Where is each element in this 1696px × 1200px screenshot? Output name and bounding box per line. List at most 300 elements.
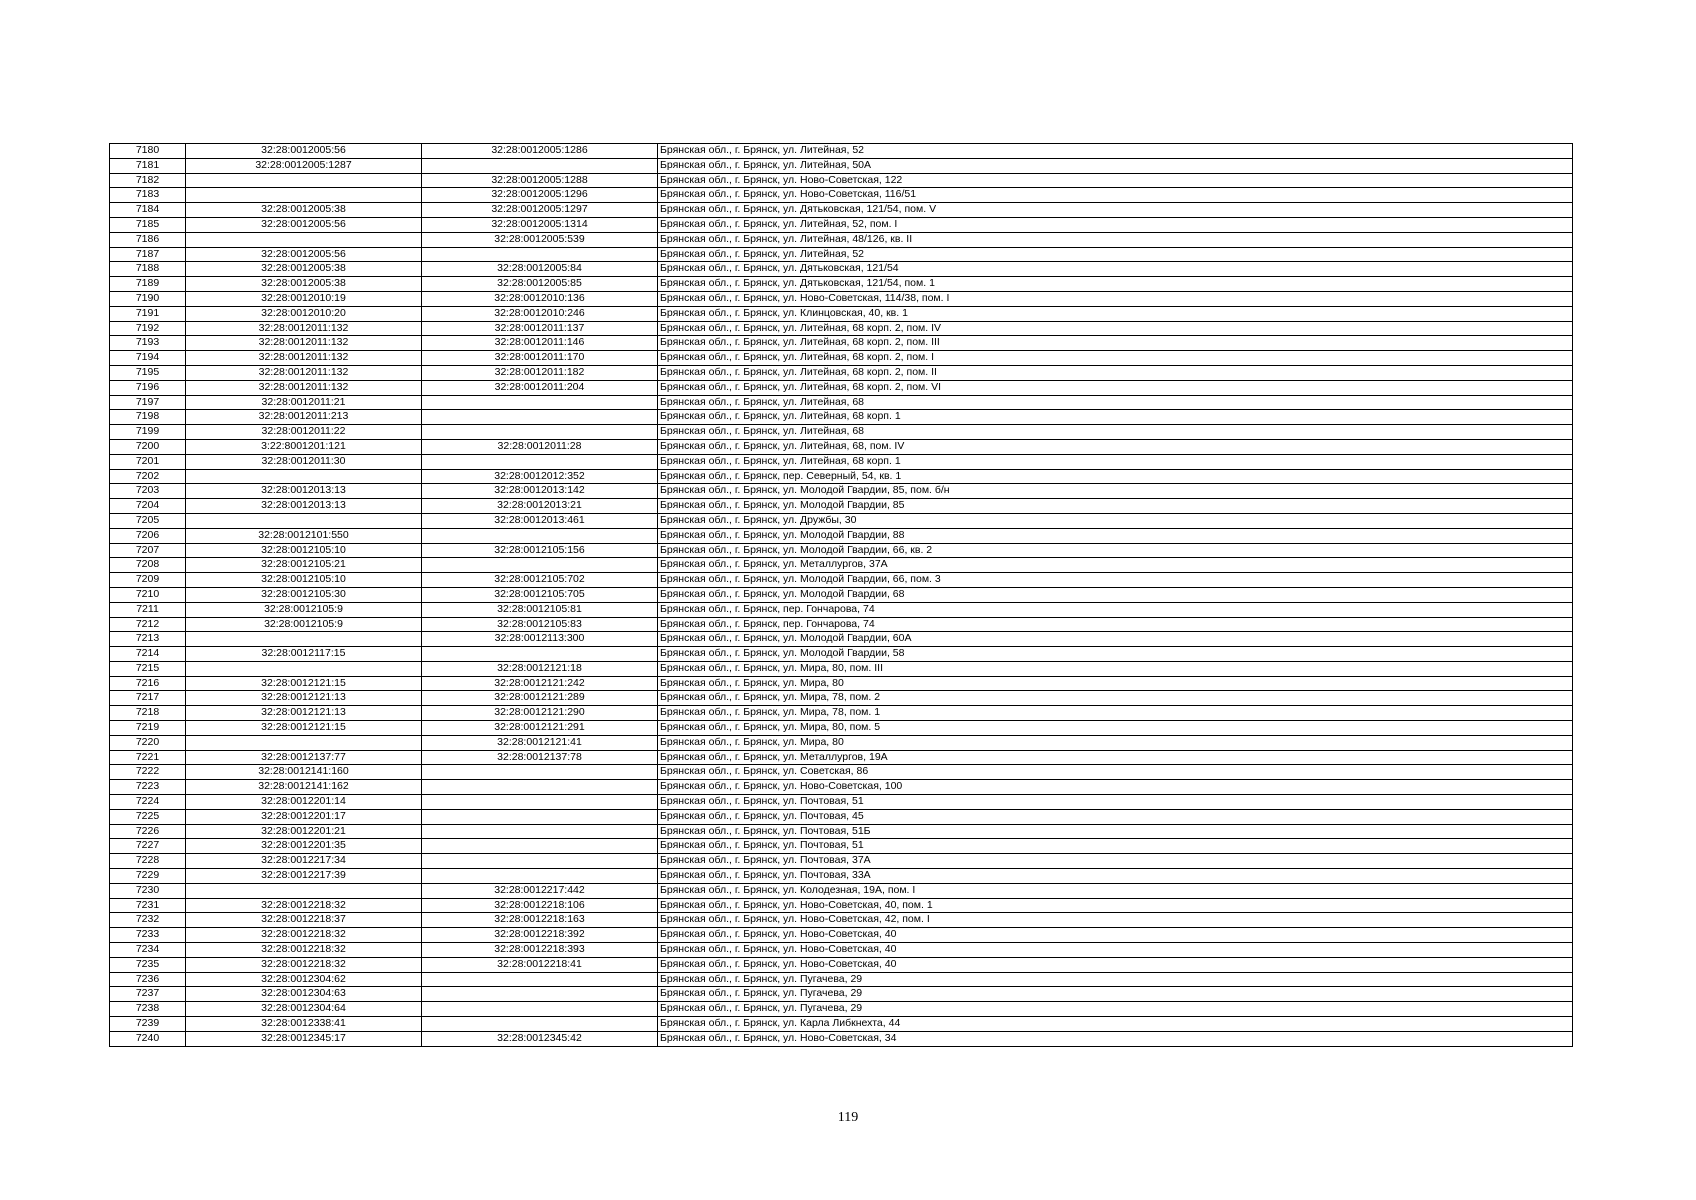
land-cadastral-number-cell: 32:28:0012121:13 bbox=[186, 706, 422, 721]
object-cadastral-number-cell: 32:28:0012105:81 bbox=[422, 602, 658, 617]
table-row bbox=[110, 410, 1573, 425]
object-cadastral-number-cell: 32:28:0012005:539 bbox=[422, 232, 658, 247]
land-cadastral-number-cell: 32:28:0012011:213 bbox=[186, 410, 422, 425]
row-number-cell: 7239 bbox=[110, 1017, 186, 1032]
address-cell: Брянская обл., г. Брянск, ул. Советская, 86 bbox=[658, 765, 1573, 780]
land-cadastral-number-cell: 32:28:0012010:20 bbox=[186, 306, 422, 321]
address-cell: Брянская обл., г. Брянск, ул. Литейная, 52 bbox=[658, 247, 1573, 262]
object-cadastral-number-cell bbox=[422, 824, 658, 839]
land-cadastral-number-cell bbox=[186, 173, 422, 188]
land-cadastral-number-cell: 32:28:0012218:32 bbox=[186, 957, 422, 972]
table-row bbox=[110, 587, 1573, 602]
address-cell: Брянская обл., г. Брянск, ул. Литейная, 50А bbox=[658, 158, 1573, 173]
object-cadastral-number-cell: 32:28:0012113:300 bbox=[422, 632, 658, 647]
row-number-cell: 7190 bbox=[110, 291, 186, 306]
address-cell: Брянская обл., г. Брянск, ул. Карла Либкнехта, 44 bbox=[658, 1017, 1573, 1032]
row-number-cell: 7227 bbox=[110, 839, 186, 854]
address-cell: Брянская обл., г. Брянск, ул. Почтовая, 51 bbox=[658, 795, 1573, 810]
land-cadastral-number-cell: 32:28:0012121:15 bbox=[186, 676, 422, 691]
object-cadastral-number-cell: 32:28:0012217:442 bbox=[422, 883, 658, 898]
object-cadastral-number-cell: 32:28:0012218:41 bbox=[422, 957, 658, 972]
address-cell: Брянская обл., г. Брянск, ул. Литейная, 68 bbox=[658, 395, 1573, 410]
address-cell: Брянская обл., г. Брянск, ул. Почтовая, 33А bbox=[658, 869, 1573, 884]
object-cadastral-number-cell bbox=[422, 158, 658, 173]
object-cadastral-number-cell: 32:28:0012011:146 bbox=[422, 336, 658, 351]
land-cadastral-number-cell: 32:28:0012005:56 bbox=[186, 247, 422, 262]
object-cadastral-number-cell: 32:28:0012105:702 bbox=[422, 573, 658, 588]
table-row bbox=[110, 706, 1573, 721]
table-row bbox=[110, 484, 1573, 499]
table-row bbox=[110, 277, 1573, 292]
row-number-cell: 7183 bbox=[110, 188, 186, 203]
land-cadastral-number-cell: 32:28:0012011:22 bbox=[186, 425, 422, 440]
row-number-cell: 7225 bbox=[110, 809, 186, 824]
address-cell: Брянская обл., г. Брянск, ул. Металлургов, 19А bbox=[658, 750, 1573, 765]
object-cadastral-number-cell: 32:28:0012218:393 bbox=[422, 943, 658, 958]
object-cadastral-number-cell: 32:28:0012121:41 bbox=[422, 735, 658, 750]
address-cell: Брянская обл., г. Брянск, ул. Почтовая, 45 bbox=[658, 809, 1573, 824]
object-cadastral-number-cell: 32:28:0012011:137 bbox=[422, 321, 658, 336]
address-cell: Брянская обл., г. Брянск, ул. Пугачева, 29 bbox=[658, 987, 1573, 1002]
object-cadastral-number-cell bbox=[422, 410, 658, 425]
table-row bbox=[110, 203, 1573, 218]
table-row bbox=[110, 691, 1573, 706]
land-cadastral-number-cell: 32:28:0012201:14 bbox=[186, 795, 422, 810]
row-number-cell: 7192 bbox=[110, 321, 186, 336]
row-number-cell: 7213 bbox=[110, 632, 186, 647]
table-row bbox=[110, 439, 1573, 454]
address-cell: Брянская обл., г. Брянск, ул. Литейная, 68 корп. 2, пом. I bbox=[658, 351, 1573, 366]
table-row bbox=[110, 809, 1573, 824]
address-cell: Брянская обл., г. Брянск, ул. Мира, 78, пом. 1 bbox=[658, 706, 1573, 721]
address-cell: Брянская обл., г. Брянск, ул. Дятьковская, 121/54 bbox=[658, 262, 1573, 277]
address-cell: Брянская обл., г. Брянск, ул. Молодой Гвардии, 85 bbox=[658, 499, 1573, 514]
row-number-cell: 7237 bbox=[110, 987, 186, 1002]
table-row bbox=[110, 543, 1573, 558]
object-cadastral-number-cell bbox=[422, 765, 658, 780]
row-number-cell: 7228 bbox=[110, 854, 186, 869]
object-cadastral-number-cell bbox=[422, 395, 658, 410]
table-row bbox=[110, 869, 1573, 884]
row-number-cell: 7185 bbox=[110, 217, 186, 232]
address-cell: Брянская обл., г. Брянск, ул. Ново-Советская, 40 bbox=[658, 928, 1573, 943]
land-cadastral-number-cell: 32:28:0012011:132 bbox=[186, 336, 422, 351]
address-cell: Брянская обл., г. Брянск, ул. Ново-Советская, 40 bbox=[658, 943, 1573, 958]
land-cadastral-number-cell: 32:28:0012105:10 bbox=[186, 573, 422, 588]
table-row bbox=[110, 469, 1573, 484]
address-cell: Брянская обл., г. Брянск, ул. Дятьковская, 121/54, пом. V bbox=[658, 203, 1573, 218]
table-row bbox=[110, 765, 1573, 780]
object-cadastral-number-cell: 32:28:0012345:42 bbox=[422, 1031, 658, 1046]
table-row bbox=[110, 972, 1573, 987]
row-number-cell: 7182 bbox=[110, 173, 186, 188]
table-row bbox=[110, 839, 1573, 854]
land-cadastral-number-cell: 32:28:0012304:62 bbox=[186, 972, 422, 987]
row-number-cell: 7200 bbox=[110, 439, 186, 454]
address-cell: Брянская обл., г. Брянск, ул. Литейная, 68 корп. 2, пом. VI bbox=[658, 380, 1573, 395]
table-row bbox=[110, 499, 1573, 514]
table-row bbox=[110, 558, 1573, 573]
address-cell: Брянская обл., г. Брянск, ул. Литейная, 68, пом. IV bbox=[658, 439, 1573, 454]
address-cell: Брянская обл., г. Брянск, ул. Ново-Советская, 42, пом. I bbox=[658, 913, 1573, 928]
row-number-cell: 7223 bbox=[110, 780, 186, 795]
row-number-cell: 7221 bbox=[110, 750, 186, 765]
table-row bbox=[110, 898, 1573, 913]
row-number-cell: 7206 bbox=[110, 528, 186, 543]
land-cadastral-number-cell: 32:28:0012141:160 bbox=[186, 765, 422, 780]
object-cadastral-number-cell: 32:28:0012013:21 bbox=[422, 499, 658, 514]
object-cadastral-number-cell: 32:28:0012105:83 bbox=[422, 617, 658, 632]
land-cadastral-number-cell bbox=[186, 513, 422, 528]
address-cell: Брянская обл., г. Брянск, ул. Ново-Советская, 40, пом. 1 bbox=[658, 898, 1573, 913]
address-cell: Брянская обл., г. Брянск, ул. Мира, 80, пом. III bbox=[658, 661, 1573, 676]
land-cadastral-number-cell bbox=[186, 661, 422, 676]
address-cell: Брянская обл., г. Брянск, ул. Клинцовская, 40, кв. 1 bbox=[658, 306, 1573, 321]
table-row bbox=[110, 291, 1573, 306]
table-row bbox=[110, 425, 1573, 440]
row-number-cell: 7224 bbox=[110, 795, 186, 810]
object-cadastral-number-cell bbox=[422, 1002, 658, 1017]
row-number-cell: 7188 bbox=[110, 262, 186, 277]
row-number-cell: 7184 bbox=[110, 203, 186, 218]
address-cell: Брянская обл., г. Брянск, ул. Литейная, 68 bbox=[658, 425, 1573, 440]
table-row bbox=[110, 735, 1573, 750]
land-cadastral-number-cell: 32:28:0012304:64 bbox=[186, 1002, 422, 1017]
row-number-cell: 7226 bbox=[110, 824, 186, 839]
object-cadastral-number-cell bbox=[422, 425, 658, 440]
table-row bbox=[110, 676, 1573, 691]
row-number-cell: 7230 bbox=[110, 883, 186, 898]
land-cadastral-number-cell bbox=[186, 469, 422, 484]
land-cadastral-number-cell: 32:28:0012218:37 bbox=[186, 913, 422, 928]
address-cell: Брянская обл., г. Брянск, ул. Молодой Гвардии, 85, пом. б/н bbox=[658, 484, 1573, 499]
table-row bbox=[110, 144, 1573, 159]
land-cadastral-number-cell: 32:28:0012338:41 bbox=[186, 1017, 422, 1032]
address-cell: Брянская обл., г. Брянск, ул. Мира, 80 bbox=[658, 676, 1573, 691]
row-number-cell: 7204 bbox=[110, 499, 186, 514]
land-cadastral-number-cell: 32:28:0012011:30 bbox=[186, 454, 422, 469]
table-row bbox=[110, 573, 1573, 588]
address-cell: Брянская обл., г. Брянск, ул. Литейная, 48/126, кв. II bbox=[658, 232, 1573, 247]
address-cell: Брянская обл., г. Брянск, ул. Ново-Советская, 100 bbox=[658, 780, 1573, 795]
object-cadastral-number-cell bbox=[422, 972, 658, 987]
land-cadastral-number-cell: 32:28:0012101:550 bbox=[186, 528, 422, 543]
land-cadastral-number-cell: 32:28:0012121:13 bbox=[186, 691, 422, 706]
row-number-cell: 7199 bbox=[110, 425, 186, 440]
table-row bbox=[110, 306, 1573, 321]
land-cadastral-number-cell: 32:28:0012105:30 bbox=[186, 587, 422, 602]
object-cadastral-number-cell: 32:28:0012005:1286 bbox=[422, 144, 658, 159]
object-cadastral-number-cell: 32:28:0012005:84 bbox=[422, 262, 658, 277]
row-number-cell: 7231 bbox=[110, 898, 186, 913]
object-cadastral-number-cell: 32:28:0012010:136 bbox=[422, 291, 658, 306]
land-cadastral-number-cell bbox=[186, 883, 422, 898]
object-cadastral-number-cell bbox=[422, 454, 658, 469]
object-cadastral-number-cell: 32:28:0012005:1288 bbox=[422, 173, 658, 188]
address-cell: Брянская обл., г. Брянск, ул. Литейная, 52 bbox=[658, 144, 1573, 159]
land-cadastral-number-cell: 32:28:0012005:56 bbox=[186, 217, 422, 232]
land-cadastral-number-cell: 32:28:0012105:9 bbox=[186, 602, 422, 617]
address-cell: Брянская обл., г. Брянск, ул. Молодой Гвардии, 68 bbox=[658, 587, 1573, 602]
table-row bbox=[110, 1031, 1573, 1046]
object-cadastral-number-cell: 32:28:0012105:156 bbox=[422, 543, 658, 558]
land-cadastral-number-cell: 32:28:0012117:15 bbox=[186, 647, 422, 662]
row-number-cell: 7216 bbox=[110, 676, 186, 691]
row-number-cell: 7238 bbox=[110, 1002, 186, 1017]
land-cadastral-number-cell: 32:28:0012105:9 bbox=[186, 617, 422, 632]
land-cadastral-number-cell: 32:28:0012105:21 bbox=[186, 558, 422, 573]
row-number-cell: 7220 bbox=[110, 735, 186, 750]
row-number-cell: 7235 bbox=[110, 957, 186, 972]
land-cadastral-number-cell: 3:22:8001201:121 bbox=[186, 439, 422, 454]
row-number-cell: 7187 bbox=[110, 247, 186, 262]
object-cadastral-number-cell: 32:28:0012121:289 bbox=[422, 691, 658, 706]
row-number-cell: 7214 bbox=[110, 647, 186, 662]
object-cadastral-number-cell: 32:28:0012121:18 bbox=[422, 661, 658, 676]
row-number-cell: 7208 bbox=[110, 558, 186, 573]
row-number-cell: 7202 bbox=[110, 469, 186, 484]
land-cadastral-number-cell: 32:28:0012005:56 bbox=[186, 144, 422, 159]
address-cell: Брянская обл., г. Брянск, пер. Гончарова, 74 bbox=[658, 617, 1573, 632]
row-number-cell: 7234 bbox=[110, 943, 186, 958]
row-number-cell: 7218 bbox=[110, 706, 186, 721]
land-cadastral-number-cell: 32:28:0012005:38 bbox=[186, 262, 422, 277]
row-number-cell: 7189 bbox=[110, 277, 186, 292]
land-cadastral-number-cell: 32:28:0012137:77 bbox=[186, 750, 422, 765]
row-number-cell: 7233 bbox=[110, 928, 186, 943]
address-cell: Брянская обл., г. Брянск, ул. Молодой Гвардии, 58 bbox=[658, 647, 1573, 662]
land-cadastral-number-cell: 32:28:0012201:21 bbox=[186, 824, 422, 839]
row-number-cell: 7219 bbox=[110, 721, 186, 736]
address-cell: Брянская обл., г. Брянск, ул. Ново-Советская, 114/38, пом. I bbox=[658, 291, 1573, 306]
address-cell: Брянская обл., г. Брянск, ул. Почтовая, 37А bbox=[658, 854, 1573, 869]
row-number-cell: 7186 bbox=[110, 232, 186, 247]
table-row bbox=[110, 617, 1573, 632]
table-row bbox=[110, 1002, 1573, 1017]
table-row bbox=[110, 913, 1573, 928]
address-cell: Брянская обл., г. Брянск, ул. Молодой Гвардии, 66, кв. 2 bbox=[658, 543, 1573, 558]
object-cadastral-number-cell bbox=[422, 869, 658, 884]
table-row bbox=[110, 217, 1573, 232]
table-row bbox=[110, 1017, 1573, 1032]
row-number-cell: 7180 bbox=[110, 144, 186, 159]
object-cadastral-number-cell: 32:28:0012010:246 bbox=[422, 306, 658, 321]
object-cadastral-number-cell: 32:28:0012137:78 bbox=[422, 750, 658, 765]
object-cadastral-number-cell bbox=[422, 839, 658, 854]
object-cadastral-number-cell bbox=[422, 795, 658, 810]
address-cell: Брянская обл., г. Брянск, ул. Пугачева, 29 bbox=[658, 972, 1573, 987]
table-row bbox=[110, 247, 1573, 262]
land-cadastral-number-cell: 32:28:0012011:132 bbox=[186, 365, 422, 380]
table-row bbox=[110, 661, 1573, 676]
row-number-cell: 7196 bbox=[110, 380, 186, 395]
land-cadastral-number-cell: 32:28:0012218:32 bbox=[186, 943, 422, 958]
row-number-cell: 7209 bbox=[110, 573, 186, 588]
object-cadastral-number-cell bbox=[422, 528, 658, 543]
row-number-cell: 7205 bbox=[110, 513, 186, 528]
table-row bbox=[110, 188, 1573, 203]
row-number-cell: 7232 bbox=[110, 913, 186, 928]
object-cadastral-number-cell: 32:28:0012012:352 bbox=[422, 469, 658, 484]
object-cadastral-number-cell bbox=[422, 558, 658, 573]
land-cadastral-number-cell: 32:28:0012345:17 bbox=[186, 1031, 422, 1046]
land-cadastral-number-cell bbox=[186, 188, 422, 203]
land-cadastral-number-cell: 32:28:0012011:132 bbox=[186, 380, 422, 395]
table-row bbox=[110, 721, 1573, 736]
object-cadastral-number-cell: 32:28:0012121:290 bbox=[422, 706, 658, 721]
address-cell: Брянская обл., г. Брянск, ул. Ново-Советская, 116/51 bbox=[658, 188, 1573, 203]
table-row bbox=[110, 262, 1573, 277]
object-cadastral-number-cell: 32:28:0012218:163 bbox=[422, 913, 658, 928]
registry-table bbox=[109, 143, 1573, 1047]
land-cadastral-number-cell: 32:28:0012011:132 bbox=[186, 321, 422, 336]
address-cell: Брянская обл., г. Брянск, ул. Литейная, 68 корп. 1 bbox=[658, 454, 1573, 469]
land-cadastral-number-cell: 32:28:0012218:32 bbox=[186, 928, 422, 943]
row-number-cell: 7195 bbox=[110, 365, 186, 380]
object-cadastral-number-cell bbox=[422, 809, 658, 824]
address-cell: Брянская обл., г. Брянск, ул. Ново-Советская, 40 bbox=[658, 957, 1573, 972]
row-number-cell: 7181 bbox=[110, 158, 186, 173]
table-row bbox=[110, 321, 1573, 336]
address-cell: Брянская обл., г. Брянск, ул. Литейная, 52, пом. I bbox=[658, 217, 1573, 232]
address-cell: Брянская обл., г. Брянск, ул. Дружбы, 30 bbox=[658, 513, 1573, 528]
object-cadastral-number-cell: 32:28:0012005:1296 bbox=[422, 188, 658, 203]
address-cell: Брянская обл., г. Брянск, пер. Северный, 54, кв. 1 bbox=[658, 469, 1573, 484]
table-row bbox=[110, 824, 1573, 839]
row-number-cell: 7222 bbox=[110, 765, 186, 780]
table-row bbox=[110, 780, 1573, 795]
object-cadastral-number-cell: 32:28:0012011:28 bbox=[422, 439, 658, 454]
row-number-cell: 7193 bbox=[110, 336, 186, 351]
table-row bbox=[110, 395, 1573, 410]
object-cadastral-number-cell: 32:28:0012121:242 bbox=[422, 676, 658, 691]
address-cell: Брянская обл., г. Брянск, ул. Пугачева, 29 bbox=[658, 1002, 1573, 1017]
address-cell: Брянская обл., г. Брянск, ул. Молодой Гвардии, 60А bbox=[658, 632, 1573, 647]
table-row bbox=[110, 351, 1573, 366]
land-cadastral-number-cell: 32:28:0012304:63 bbox=[186, 987, 422, 1002]
table-row bbox=[110, 158, 1573, 173]
object-cadastral-number-cell: 32:28:0012218:106 bbox=[422, 898, 658, 913]
address-cell: Брянская обл., г. Брянск, ул. Мира, 80 bbox=[658, 735, 1573, 750]
table-row bbox=[110, 883, 1573, 898]
object-cadastral-number-cell bbox=[422, 247, 658, 262]
object-cadastral-number-cell bbox=[422, 1017, 658, 1032]
object-cadastral-number-cell: 32:28:0012218:392 bbox=[422, 928, 658, 943]
land-cadastral-number-cell: 32:28:0012005:38 bbox=[186, 203, 422, 218]
land-cadastral-number-cell: 32:28:0012011:21 bbox=[186, 395, 422, 410]
row-number-cell: 7198 bbox=[110, 410, 186, 425]
row-number-cell: 7212 bbox=[110, 617, 186, 632]
table-row bbox=[110, 795, 1573, 810]
address-cell: Брянская обл., г. Брянск, ул. Литейная, 68 корп. 1 bbox=[658, 410, 1573, 425]
registry-table-body bbox=[110, 144, 1573, 1047]
address-cell: Брянская обл., г. Брянск, ул. Мира, 80, пом. 5 bbox=[658, 721, 1573, 736]
table-row bbox=[110, 380, 1573, 395]
address-cell: Брянская обл., г. Брянск, ул. Литейная, 68 корп. 2, пом. IV bbox=[658, 321, 1573, 336]
table-row bbox=[110, 987, 1573, 1002]
address-cell: Брянская обл., г. Брянск, пер. Гончарова, 74 bbox=[658, 602, 1573, 617]
address-cell: Брянская обл., г. Брянск, ул. Металлургов, 37А bbox=[658, 558, 1573, 573]
address-cell: Брянская обл., г. Брянск, ул. Ново-Советская, 34 bbox=[658, 1031, 1573, 1046]
table-row bbox=[110, 957, 1573, 972]
object-cadastral-number-cell: 32:28:0012011:204 bbox=[422, 380, 658, 395]
table-row bbox=[110, 602, 1573, 617]
table-row bbox=[110, 632, 1573, 647]
land-cadastral-number-cell bbox=[186, 232, 422, 247]
address-cell: Брянская обл., г. Брянск, ул. Колодезная, 19А, пом. I bbox=[658, 883, 1573, 898]
row-number-cell: 7201 bbox=[110, 454, 186, 469]
object-cadastral-number-cell bbox=[422, 780, 658, 795]
land-cadastral-number-cell bbox=[186, 632, 422, 647]
object-cadastral-number-cell bbox=[422, 647, 658, 662]
object-cadastral-number-cell: 32:28:0012011:182 bbox=[422, 365, 658, 380]
land-cadastral-number-cell: 32:28:0012217:39 bbox=[186, 869, 422, 884]
address-cell: Брянская обл., г. Брянск, ул. Мира, 78, пом. 2 bbox=[658, 691, 1573, 706]
table-row bbox=[110, 528, 1573, 543]
row-number-cell: 7217 bbox=[110, 691, 186, 706]
object-cadastral-number-cell: 32:28:0012011:170 bbox=[422, 351, 658, 366]
land-cadastral-number-cell: 32:28:0012201:35 bbox=[186, 839, 422, 854]
object-cadastral-number-cell: 32:28:0012005:1297 bbox=[422, 203, 658, 218]
address-cell: Брянская обл., г. Брянск, ул. Почтовая, 51 bbox=[658, 839, 1573, 854]
object-cadastral-number-cell: 32:28:0012005:85 bbox=[422, 277, 658, 292]
address-cell: Брянская обл., г. Брянск, ул. Ново-Советская, 122 bbox=[658, 173, 1573, 188]
table-row bbox=[110, 647, 1573, 662]
row-number-cell: 7210 bbox=[110, 587, 186, 602]
page-number: 119 bbox=[837, 1110, 859, 1125]
object-cadastral-number-cell: 32:28:0012013:142 bbox=[422, 484, 658, 499]
land-cadastral-number-cell: 32:28:0012121:15 bbox=[186, 721, 422, 736]
land-cadastral-number-cell bbox=[186, 735, 422, 750]
table-row bbox=[110, 943, 1573, 958]
address-cell: Брянская обл., г. Брянск, ул. Литейная, 68 корп. 2, пом. II bbox=[658, 365, 1573, 380]
land-cadastral-number-cell: 32:28:0012005:38 bbox=[186, 277, 422, 292]
row-number-cell: 7194 bbox=[110, 351, 186, 366]
address-cell: Брянская обл., г. Брянск, ул. Литейная, 68 корп. 2, пом. III bbox=[658, 336, 1573, 351]
land-cadastral-number-cell: 32:28:0012005:1287 bbox=[186, 158, 422, 173]
address-cell: Брянская обл., г. Брянск, ул. Молодой Гвардии, 88 bbox=[658, 528, 1573, 543]
land-cadastral-number-cell: 32:28:0012105:10 bbox=[186, 543, 422, 558]
row-number-cell: 7240 bbox=[110, 1031, 186, 1046]
table-row bbox=[110, 454, 1573, 469]
land-cadastral-number-cell: 32:28:0012010:19 bbox=[186, 291, 422, 306]
object-cadastral-number-cell: 32:28:0012105:705 bbox=[422, 587, 658, 602]
row-number-cell: 7229 bbox=[110, 869, 186, 884]
row-number-cell: 7191 bbox=[110, 306, 186, 321]
row-number-cell: 7207 bbox=[110, 543, 186, 558]
land-cadastral-number-cell: 32:28:0012013:13 bbox=[186, 499, 422, 514]
table-row bbox=[110, 854, 1573, 869]
address-cell: Брянская обл., г. Брянск, ул. Дятьковская, 121/54, пом. 1 bbox=[658, 277, 1573, 292]
address-cell: Брянская обл., г. Брянск, ул. Почтовая, 51Б bbox=[658, 824, 1573, 839]
table-row bbox=[110, 173, 1573, 188]
land-cadastral-number-cell: 32:28:0012217:34 bbox=[186, 854, 422, 869]
row-number-cell: 7215 bbox=[110, 661, 186, 676]
table-row bbox=[110, 336, 1573, 351]
table-row bbox=[110, 513, 1573, 528]
object-cadastral-number-cell: 32:28:0012121:291 bbox=[422, 721, 658, 736]
land-cadastral-number-cell: 32:28:0012141:162 bbox=[186, 780, 422, 795]
object-cadastral-number-cell: 32:28:0012013:461 bbox=[422, 513, 658, 528]
table-row bbox=[110, 232, 1573, 247]
object-cadastral-number-cell: 32:28:0012005:1314 bbox=[422, 217, 658, 232]
row-number-cell: 7197 bbox=[110, 395, 186, 410]
object-cadastral-number-cell bbox=[422, 987, 658, 1002]
table-row bbox=[110, 928, 1573, 943]
land-cadastral-number-cell: 32:28:0012218:32 bbox=[186, 898, 422, 913]
table-row bbox=[110, 750, 1573, 765]
address-cell: Брянская обл., г. Брянск, ул. Молодой Гвардии, 66, пом. 3 bbox=[658, 573, 1573, 588]
